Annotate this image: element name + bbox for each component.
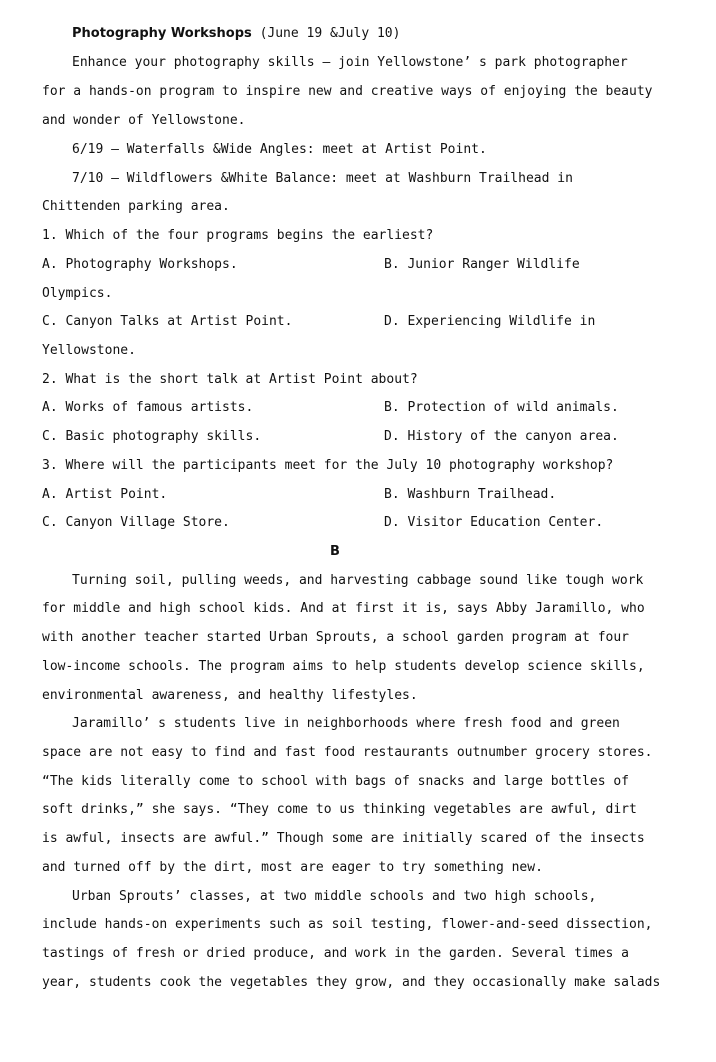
b-para-3-line-1: Urban Sprouts’ classes, at two middle schools and two high schools,	[72, 889, 597, 904]
question-3-option-a: A. Artist Point.	[42, 487, 168, 502]
session-2-line-1: 7/10 — Wildflowers &White Balance: meet at Washburn Trailhead in	[72, 171, 573, 186]
b-para-3-line-3: tastings of fresh or dried produce, and work in the garden. Several times a	[42, 946, 629, 961]
b-para-2-line-6: and turned off by the dirt, most are eager to try something new.	[42, 860, 543, 875]
question-2-stem: 2. What is the short talk at Artist Point about?	[42, 372, 418, 387]
question-1-option-d-cont: Yellowstone.	[42, 343, 136, 358]
question-2-option-c: C. Basic photography skills.	[42, 429, 262, 444]
section-b-heading: B	[330, 544, 340, 559]
question-1-option-b-cont: Olympics.	[42, 286, 113, 301]
b-para-2-line-2: space are not easy to find and fast food restaurants outnumber grocery stores.	[42, 745, 653, 760]
b-para-1-line-5: environmental awareness, and healthy lifestyles.	[42, 688, 418, 703]
question-1-option-d: D. Experiencing Wildlife in	[384, 314, 596, 329]
session-2-line-2: Chittenden parking area.	[42, 199, 230, 214]
workshop-title-bold: Photography Workshops	[72, 26, 252, 41]
b-para-2-line-1: Jaramillo’ s students live in neighborhoods where fresh food and green	[72, 716, 620, 731]
b-para-3-line-2: include hands-on experiments such as soil testing, flower-and-seed dissection,	[42, 917, 653, 932]
b-para-2-line-5: is awful, insects are awful.” Though some are initially scared of the insects	[42, 831, 645, 846]
b-para-1-line-4: low-income schools. The program aims to help students develop science skills,	[42, 659, 645, 674]
question-3-option-c: C. Canyon Village Store.	[42, 515, 230, 530]
question-1-option-b: B. Junior Ranger Wildlife	[384, 257, 580, 272]
b-para-2-line-4: soft drinks,” she says. “They come to us thinking vegetables are awful, dirt	[42, 802, 637, 817]
question-2-option-a: A. Works of famous artists.	[42, 400, 254, 415]
b-para-1-line-1: Turning soil, pulling weeds, and harvesting cabbage sound like tough work	[72, 573, 644, 588]
question-1-stem: 1. Which of the four programs begins the earliest?	[42, 228, 434, 243]
b-para-2-line-3: “The kids literally come to school with bags of snacks and large bottles of	[42, 774, 629, 789]
question-1-option-a: A. Photography Workshops.	[42, 257, 238, 272]
b-para-1-line-2: for middle and high school kids. And at first it is, says Abby Jaramillo, who	[42, 601, 645, 616]
intro-line-1: Enhance your photography skills — join Yellowstone’ s park photographer	[72, 55, 628, 70]
intro-line-2: for a hands-on program to inspire new and creative ways of enjoying the beauty	[42, 84, 653, 99]
session-1: 6/19 — Waterfalls &Wide Angles: meet at Artist Point.	[72, 142, 487, 157]
workshop-title	[72, 25, 400, 43]
intro-line-3: and wonder of Yellowstone.	[42, 113, 246, 128]
workshop-title-dates: (June 19 &July 10)	[251, 26, 401, 41]
question-3-option-d: D. Visitor Education Center.	[384, 515, 604, 530]
question-3-option-b: B. Washburn Trailhead.	[384, 487, 557, 502]
b-para-1-line-3: with another teacher started Urban Sprouts, a school garden program at four	[42, 630, 629, 645]
question-2-option-d: D. History of the canyon area.	[384, 429, 619, 444]
question-1-option-c: C. Canyon Talks at Artist Point.	[42, 314, 293, 329]
question-3-stem: 3. Where will the participants meet for the July 10 photography workshop?	[42, 458, 614, 473]
question-2-option-b: B. Protection of wild animals.	[384, 400, 619, 415]
b-para-3-line-4: year, students cook the vegetables they grow, and they occasionally make salads	[42, 975, 661, 990]
